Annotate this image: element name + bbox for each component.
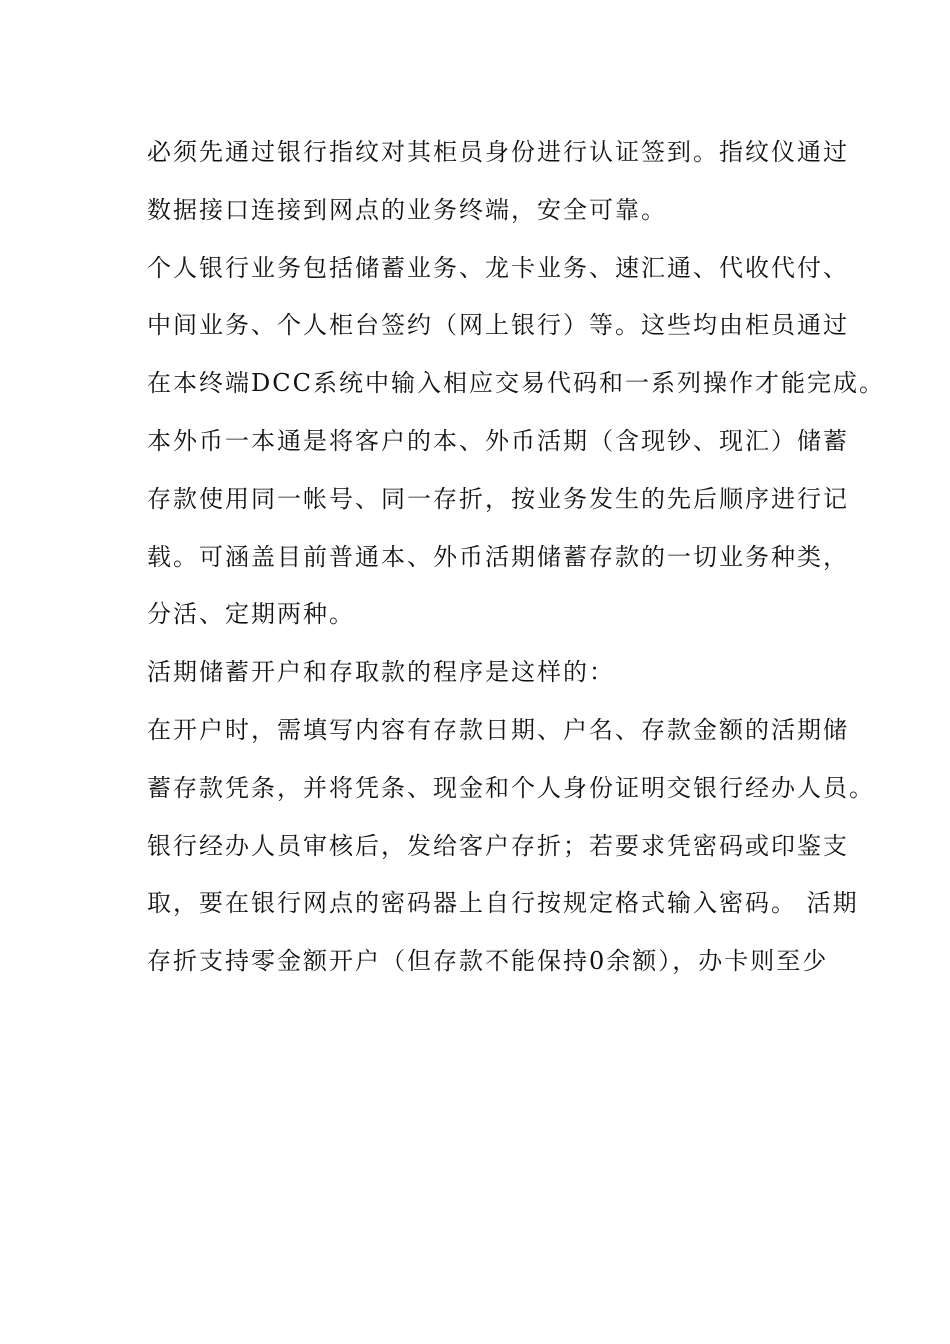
text-line: 数据接口连接到网点的业务终端，安全可靠。 (147, 195, 667, 224)
text-line: 必须先通过银行指纹对其柜员身份进行认证签到。指纹仪通过 (147, 138, 849, 166)
text-line: 银行经办人员审核后，发给客户存折；若要求凭密码或印鉴支 (147, 831, 849, 860)
text-line: 活期储蓄开户和存取款的程序是这样的： (147, 658, 615, 687)
text-line: 蓄存款凭条，并将凭条、现金和个人身份证明交银行经办人员。 (147, 773, 875, 802)
text-line: 中间业务、个人柜台签约（网上银行）等。这些均由柜员通过 (147, 311, 849, 340)
text-line: 存折支持零金额开户（但存款不能保持0余额），办卡则至少 (147, 947, 829, 976)
text-line: 个人银行业务包括储蓄业务、龙卡业务、速汇通、代收代付、 (147, 253, 849, 282)
text-line: 在开户时，需填写内容有存款日期、户名、存款金额的活期储 (147, 715, 849, 744)
text-line: 在本终端DCC系统中输入相应交易代码和一系列操作才能完成。 (147, 369, 885, 398)
text-line: 本外币一本通是将客户的本、外币活期（含现钞、现汇）储蓄 (147, 426, 849, 455)
text-line: 载。可涵盖目前普通本、外币活期储蓄存款的一切业务种类， (147, 542, 849, 571)
text-line: 分活、定期两种。 (147, 600, 355, 629)
text-line: 取，要在银行网点的密码器上自行按规定格式输入密码。 活期 (147, 889, 859, 918)
body-text (147, 130, 885, 997)
text-line: 存款使用同一帐号、同一存折，按业务发生的先后顺序进行记 (147, 484, 849, 513)
